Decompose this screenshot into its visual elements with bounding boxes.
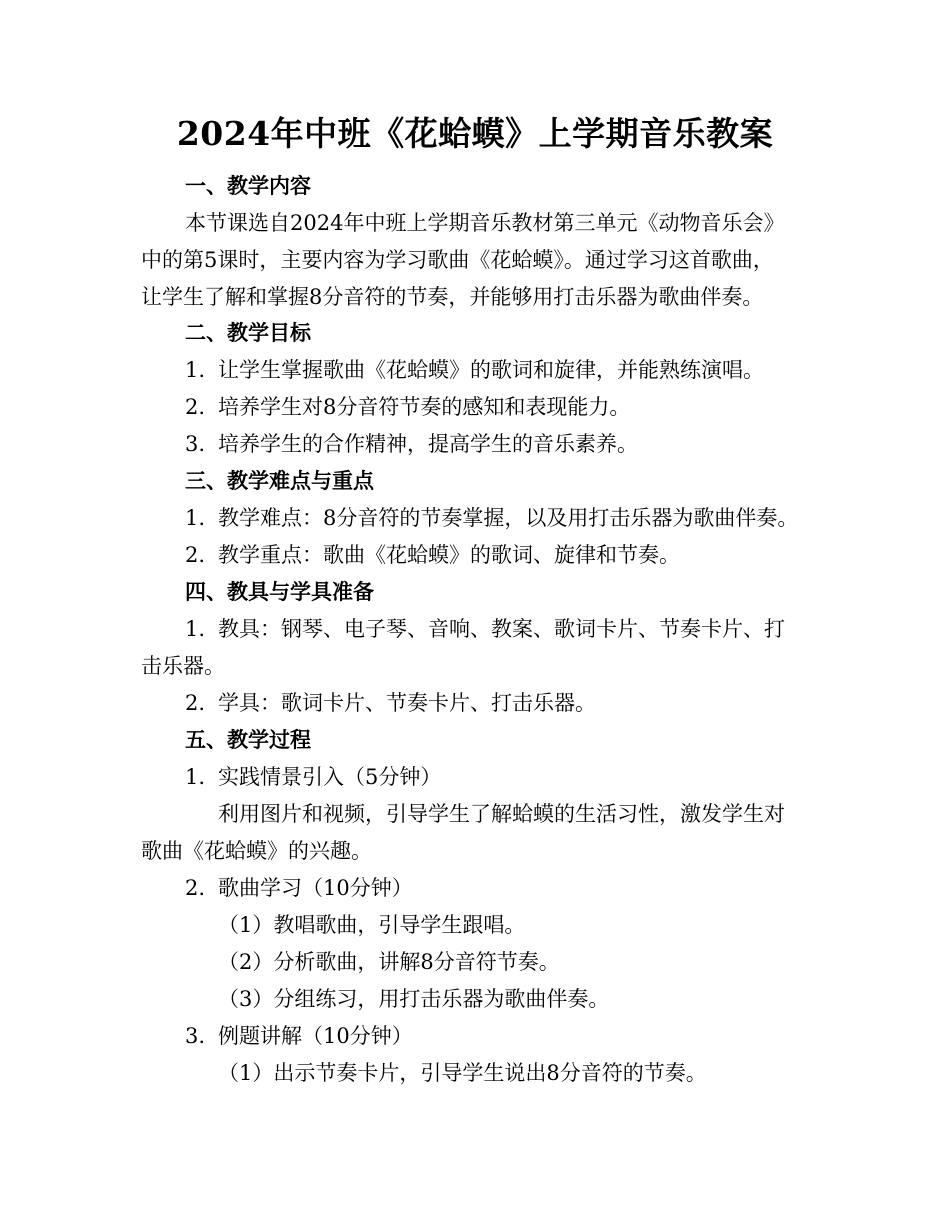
- list-item-text: 例题讲解（10分钟）: [218, 1024, 413, 1048]
- list-item-number: 1.: [185, 358, 206, 382]
- document-title: 2024年中班《花蛤蟆》上学期音乐教案: [176, 114, 774, 153]
- paragraph-line: 让学生了解和掌握8分音符的节奏，并能够用打击乐器为歌曲伴奏。: [141, 285, 764, 309]
- list-item-number: 1.: [185, 506, 206, 530]
- section-heading-content: 一、教学内容: [185, 173, 311, 198]
- list-item-number: 2.: [185, 543, 206, 567]
- list-item-text: 让学生掌握歌曲《花蛤蟆》的歌词和旋律，并能熟练演唱。: [218, 358, 764, 382]
- list-item-text: 教学重点：歌曲《花蛤蟆》的歌词、旋律和节奏。: [218, 543, 680, 567]
- section-heading-objectives: 二、教学目标: [185, 320, 311, 345]
- sub-list-item: （1）教唱歌曲，引导学生跟唱。: [218, 913, 526, 937]
- list-item-text: 学具：歌词卡片、节奏卡片、打击乐器。: [218, 691, 596, 715]
- sub-list-item: （1）出示节奏卡片，引导学生说出8分音符的节奏。: [218, 1061, 707, 1085]
- list-item: [185, 873, 413, 903]
- list-item: [185, 540, 680, 570]
- list-item: [185, 1021, 413, 1051]
- list-item-number: 1.: [185, 617, 206, 641]
- list-item: [185, 688, 596, 718]
- list-item: [185, 392, 630, 422]
- section-heading-process: 五、教学过程: [185, 727, 311, 752]
- list-item-text: 教具：钢琴、电子琴、音响、教案、歌词卡片、节奏卡片、打: [218, 617, 785, 641]
- list-item-number: 2.: [185, 395, 206, 419]
- section-heading-materials: 四、教具与学具准备: [185, 579, 374, 604]
- list-item-number: 3.: [185, 1024, 206, 1048]
- paragraph-line: 本节课选自2024年中班上学期音乐教材第三单元《动物音乐会》: [185, 211, 785, 235]
- list-item: [185, 614, 785, 644]
- list-item-text: 实践情景引入（5分钟）: [218, 765, 442, 789]
- list-item: [185, 762, 441, 792]
- paragraph-line: 利用图片和视频，引导学生了解蛤蟆的生活习性，激发学生对: [218, 802, 785, 826]
- list-item-number: 2.: [185, 876, 206, 900]
- paragraph-line: 中的第5课时，主要内容为学习歌曲《花蛤蟆》。通过学习这首歌曲，: [141, 248, 774, 272]
- sub-list-item: （2）分析歌曲，讲解8分音符节奏。: [218, 950, 560, 974]
- list-item-text: 教学难点：8分音符的节奏掌握，以及用打击乐器为歌曲伴奏。: [218, 506, 799, 530]
- list-item-text: 培养学生对8分音符节奏的感知和表现能力。: [218, 395, 631, 419]
- list-item: [185, 503, 798, 533]
- list-item: [185, 355, 764, 385]
- list-item-text: 培养学生的合作精神，提高学生的音乐素养。: [218, 432, 638, 456]
- paragraph-line: 歌曲《花蛤蟆》的兴趣。: [141, 839, 372, 863]
- sub-list-item: （3）分组练习，用打击乐器为歌曲伴奏。: [218, 987, 610, 1011]
- list-item-text: 歌曲学习（10分钟）: [218, 876, 413, 900]
- section-heading-key-points: 三、教学难点与重点: [185, 468, 374, 493]
- list-item-number: 2.: [185, 691, 206, 715]
- list-item-number: 3.: [185, 432, 206, 456]
- list-item-number: 1.: [185, 765, 206, 789]
- list-item: [185, 429, 638, 459]
- list-item-continuation: 击乐器。: [141, 654, 225, 678]
